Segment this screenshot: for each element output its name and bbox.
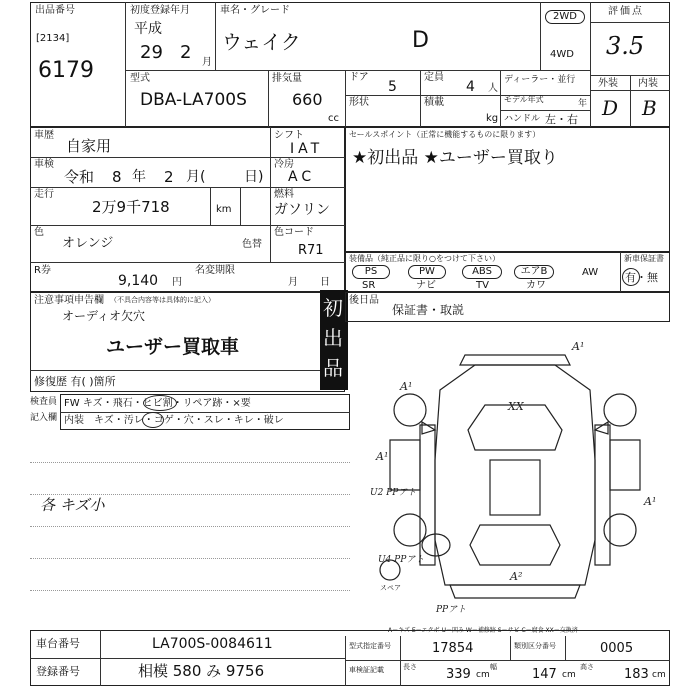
frame-label: 車台番号: [36, 637, 80, 650]
ac-value: AC: [288, 169, 316, 185]
mileage-value: 2万9千718: [92, 198, 170, 216]
color-value: オレンジ: [62, 236, 114, 251]
recycle-value: 9,140: [118, 273, 159, 289]
equip-sr: SR: [362, 280, 376, 291]
equip-leather: カワ: [526, 280, 546, 291]
mark-a1-right-side: A¹: [644, 495, 657, 508]
handle-label: ハンドル: [504, 114, 541, 124]
displacement-label: 排気量: [272, 73, 302, 84]
width-unit: cm: [562, 670, 576, 680]
model-grade: D: [412, 28, 429, 53]
first-reg-label: 初度登録年月: [130, 5, 190, 16]
recycle-day-unit: 日: [320, 277, 330, 288]
score-label: 評価点: [608, 6, 644, 17]
drive-4wd: 4WD: [550, 49, 574, 60]
sales-point-section: [345, 127, 670, 252]
first-reg-month: 2: [180, 42, 192, 63]
plate-value: 相模 580 み 9756: [138, 662, 265, 680]
score-value: 3.5: [606, 32, 645, 60]
spare-label: スペア: [380, 584, 401, 592]
dims-label: 車検証記載: [349, 666, 384, 674]
shift-label: シフト: [274, 130, 304, 141]
color-change-label: 色替: [242, 239, 262, 250]
load-label: 積載: [424, 97, 444, 108]
height-label: 高さ: [580, 663, 594, 671]
length-unit: cm: [476, 670, 490, 680]
height-value: 183: [624, 667, 649, 682]
usage-label: 車歴: [34, 130, 54, 141]
inspection-era: 令和: [64, 168, 95, 186]
aftermarket-value: 保証書・取説: [392, 303, 465, 317]
drive-2wd-circle: 2WD: [545, 10, 585, 24]
color-code-label: 色コード: [274, 227, 314, 238]
color-label: 色: [34, 227, 44, 238]
score-interior-label: 内装: [638, 78, 658, 89]
sales-point-text: ★初出品 ★ユーザー買取り: [352, 148, 558, 168]
model-label: 車名・グレード: [220, 5, 290, 16]
notes-small: （不具合内容等は具体的に記入）: [110, 296, 215, 304]
model-year-unit: 年: [578, 99, 588, 109]
first-reg-era: 平成: [134, 21, 162, 37]
inspection-year: 8: [112, 168, 122, 186]
repair-history: 修復歴 有( )箇所: [34, 375, 116, 388]
checker-label1: 検査員: [30, 397, 58, 407]
inspection-year-unit: 年: [132, 169, 146, 185]
score-exterior: D: [602, 96, 619, 120]
ac-label: 冷房: [274, 159, 294, 170]
stone-chip-circle: [143, 395, 177, 411]
damage-legend: A－キズ E－エクボ U－凹み W－補修跡 S－サビ C－腐食 XX－交換済: [388, 627, 578, 634]
capacity-label: 定員: [424, 72, 444, 83]
mark-a2: A²: [510, 570, 523, 583]
dirt-circle: [142, 412, 164, 428]
length-value: 339: [446, 667, 471, 682]
equipment-label: 装備品（純正品に限り○をつけて下さい）: [349, 254, 500, 263]
lot-label: 出品番号: [35, 5, 75, 16]
notes-label: 注意事項申告欄: [34, 295, 104, 306]
displacement-value: 660: [292, 90, 323, 109]
mark-a1-top-right: A¹: [572, 340, 585, 353]
class-value: 0005: [600, 641, 634, 656]
model-year-label: モデル年式: [504, 95, 544, 104]
stamp-char-3: 品: [323, 356, 343, 380]
handle-value: 左・右: [545, 113, 578, 126]
capacity-value: 4: [466, 79, 475, 95]
capacity-unit: 人: [488, 83, 498, 94]
recycle-unit: 円: [172, 277, 182, 288]
mark-a1-left-side: A¹: [376, 450, 389, 463]
length-label: 長さ: [403, 663, 417, 671]
equip-airbag: エアB: [514, 265, 554, 279]
body-shape-label: 形状: [349, 97, 369, 108]
sales-point-label: セールスポイント（正常に機能するものに限ります）: [349, 130, 541, 139]
fuel-label: 燃料: [274, 189, 294, 200]
mileage-unit: km: [216, 204, 232, 215]
score-interior: B: [642, 96, 657, 120]
width-label: 幅: [490, 663, 497, 671]
recycle-month-unit: 月: [288, 277, 298, 288]
equip-abs: ABS: [462, 265, 502, 279]
class-label: 類別区分番号: [514, 642, 556, 650]
plate-label: 登録番号: [36, 665, 80, 678]
stamp-char-2: 出: [323, 326, 343, 350]
warranty-label: 新車保証書: [624, 254, 664, 263]
mark-xx: XX: [508, 400, 524, 413]
notes-text2: ユーザー買取車: [106, 336, 240, 358]
recycle-name-label: 名変期限: [195, 265, 235, 276]
type-designation-label: 型式指定番号: [349, 642, 391, 650]
equip-aw: AW: [582, 267, 599, 278]
stamp-char-1: 初: [323, 296, 343, 320]
inspection-month-unit: 月(: [186, 169, 206, 185]
mark-a1-left: A¹: [400, 380, 413, 393]
chassis-type-value: DBA-LA700S: [140, 90, 247, 110]
width-value: 147: [532, 667, 557, 682]
mark-u2: U2 PPアト: [370, 488, 417, 498]
inspection-label: 車検: [34, 159, 54, 170]
recycle-label: R券: [34, 265, 51, 276]
checker-ext-items: FW キズ・飛石・ヒビ割・リペア跡・×要: [64, 398, 251, 409]
warranty-value: 有・無: [625, 271, 658, 284]
mark-u4: U4 PPアト: [378, 555, 425, 565]
usage-value: 自家用: [66, 137, 112, 155]
aftermarket-label: 後日品: [349, 295, 379, 306]
equip-pw: PW: [408, 265, 446, 279]
displacement-unit: cc: [328, 113, 339, 124]
height-unit: cm: [652, 670, 666, 680]
first-reg-year: 29: [140, 42, 163, 63]
mark-pp-rear: PPアト: [436, 605, 467, 615]
score-exterior-label: 外装: [598, 78, 618, 89]
mileage-label: 走行: [34, 189, 54, 200]
doors-label: ドア: [349, 72, 369, 83]
shift-value: IAT: [290, 141, 324, 157]
fuel-value: ガソリン: [274, 202, 330, 218]
frame-value: LA700S-0084611: [152, 636, 273, 652]
type-designation-value: 17854: [432, 641, 474, 656]
car-diagram: [350, 330, 670, 620]
inspection-day-unit: 日): [244, 169, 264, 185]
model-name: ウェイク: [222, 30, 301, 54]
notes-text1: オーディオ欠穴: [62, 309, 146, 323]
checker-int-label: 内装: [64, 415, 84, 426]
equip-tv: TV: [476, 280, 489, 291]
lot-number: 6179: [38, 58, 94, 83]
inspection-month: 2: [164, 168, 174, 186]
color-code: R71: [298, 243, 324, 258]
equip-ps: PS: [352, 265, 390, 279]
checker-label2: 記入欄: [30, 413, 58, 423]
checker-handwritten: 各 キズ小: [40, 496, 105, 514]
load-unit: kg: [486, 113, 499, 124]
lot-sub: [2134]: [36, 33, 70, 44]
checker-int-items: キズ・汚レ・コゲ・穴・スレ・キレ・破レ: [94, 415, 284, 426]
chassis-type-label: 型式: [130, 73, 150, 84]
equip-navi: ナビ: [416, 280, 436, 291]
first-reg-month-unit: 月: [202, 57, 212, 68]
doors-value: 5: [388, 79, 397, 95]
dealer-label: ディーラー・並行: [504, 75, 576, 85]
